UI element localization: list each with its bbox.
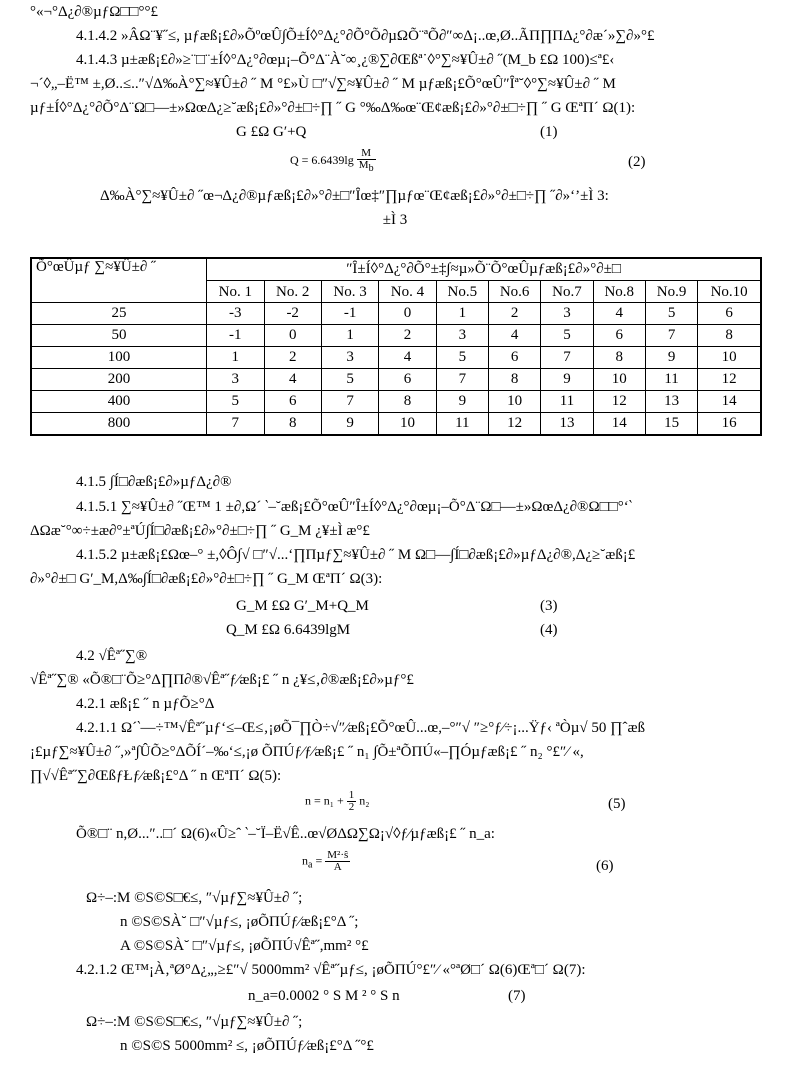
equation-text: n₂: [359, 793, 370, 808]
table-column-header: No.8: [593, 281, 645, 303]
table-cell: 4: [488, 325, 540, 347]
equation-1: G £Ω G′+Q: [236, 124, 307, 140]
table-cell: 5: [321, 369, 378, 391]
table-body: [31, 303, 761, 436]
table-column-header: No. 2: [264, 281, 321, 303]
table-cell: 15: [645, 413, 697, 436]
table-column-header: No. 3: [321, 281, 378, 303]
table-cell: 6: [593, 325, 645, 347]
paragraph-line: ¬´◊„–Ë™ ±,Ø..≤..″√Δ‰À°∑≈¥Û±∂ ˝ M °£»Ù □″√∑≈¥Û±∂ ˝ M µƒæß¡£Õ°œÛ″Ȋª˘◊°∑≈¥Û±∂ ˝ M: [30, 76, 616, 92]
equation-4: Q_M £Ω 6.6439lgM: [226, 622, 351, 638]
denominator-text: M: [358, 159, 369, 171]
table-cell: 8: [264, 413, 321, 436]
magnification-cell: 800: [31, 413, 207, 436]
table-cell: 6: [488, 347, 540, 369]
table-cell: 9: [541, 369, 593, 391]
table-cell: 13: [645, 391, 697, 413]
table-row: [31, 325, 761, 347]
numerator: 1: [348, 789, 355, 801]
table-cell: -2: [264, 303, 321, 325]
table-cell: 5: [207, 391, 264, 413]
equation-number: (6): [596, 858, 614, 874]
table-cell: 5: [541, 325, 593, 347]
denominator: A: [333, 861, 342, 873]
table-cell: -1: [321, 303, 378, 325]
equation-text: =: [312, 853, 326, 868]
magnification-cell: 100: [31, 347, 207, 369]
table-corner-header: Õ°œÛµƒ ∑≈¥Û±∂ ˝: [31, 258, 207, 303]
equation-text: Q = 6.6439lg: [290, 152, 354, 167]
table-cell: 1: [436, 303, 488, 325]
table-header-row: [31, 258, 761, 281]
magnification-cell: 50: [31, 325, 207, 347]
table-cell: 11: [645, 369, 697, 391]
table-cell: 13: [541, 413, 593, 436]
section-4-1-5: 4.1.5 ∫Í□∂æß¡£∂»µƒΔ¿∂®: [76, 474, 232, 490]
table-column-header: No. 1: [207, 281, 264, 303]
table-cell: 10: [488, 391, 540, 413]
table-cell: 3: [207, 369, 264, 391]
table-cell: 4: [379, 347, 436, 369]
table-column-header: No.10: [698, 281, 761, 303]
where-line: Ω÷–:M ©S©S□€≤, ″√µƒ∑≈¥Û±∂ ˝;: [86, 890, 303, 906]
table-cell: 0: [264, 325, 321, 347]
fraction: [325, 850, 350, 873]
table-cell: 4: [593, 303, 645, 325]
table-column-header: No.5: [436, 281, 488, 303]
paragraph-line: ¡£µƒ∑≈¥Û±∂ ˝,»ª∫ÛÕ≥°ΔÕÍ´–‰‘≤,¡ø ÕΠÚƒ⁄ƒ⁄æß¡£ ˝ n₁ ∫Õ±ªÕΠÚ«–∏Óµƒæß¡£ ˝ n₂ °£″⁄ «,: [30, 744, 584, 760]
table-cell: 1: [321, 325, 378, 347]
section-4-1-4-3: 4.1.4.3 µ±æß¡£∂»≥¨□¨±Í◊°Δ¿°∂œµ¡–Õ°Δ¨À˘∞¸¿®∑∂Œßª˙◊°∑≈¥Û±∂ ˝(M_b £Ω 100)≤ª£‹: [76, 52, 615, 68]
paragraph-line: ∂»°∂±□ G′_M,Δ‰∫Í□∂æß¡£∂»°∂±□÷∏ ˝ G_M ŒªΠ´ Ω(3):: [30, 571, 383, 587]
table-cell: 14: [593, 413, 645, 436]
table-cell: 8: [379, 391, 436, 413]
table-cell: 14: [698, 391, 761, 413]
paragraph-line: Δ‰À°∑≈¥Û±∂ ˝œ¬Δ¿∂®µƒæß¡£∂»°∂±□″Ȋœ‡″∏µƒœ¨Œ¢æß¡£∂»°∂±□÷∏ ˝∂»‘’±Ì 3:: [100, 188, 609, 204]
numerator: M: [357, 148, 376, 160]
table-span-header: ″Ȋ±Í◊°Δ¿°∂Õ°±‡∫≈µ»Õ¨Õ°œÛµƒæß¡£∂»°∂±□: [207, 258, 761, 281]
equation-text: n = n₁ +: [305, 793, 347, 808]
table-column-header: No.7: [541, 281, 593, 303]
table-cell: 9: [436, 391, 488, 413]
table-cell: 3: [321, 347, 378, 369]
table-cell: 10: [698, 347, 761, 369]
denominator: 2: [348, 801, 355, 813]
table-cell: -3: [207, 303, 264, 325]
denominator-sub: b: [368, 163, 374, 175]
section-4-1-4-2: 4.1.4.2 »ÂΩ¨¥˝≤, µƒæß¡£∂»ÕºœÛ∫Õ±Í◊°Δ¿°∂Õ°Õ∂µΩÕ¨ªÕ∂″∞Δ¡..œ,Ø..ÃΠ∏ΠΔ¿°∂æ´»∑∂»°£: [76, 28, 655, 44]
table-cell: 7: [436, 369, 488, 391]
table-cell: 7: [645, 325, 697, 347]
table-cell: 3: [541, 303, 593, 325]
table-cell: 10: [379, 413, 436, 436]
table-cell: 11: [436, 413, 488, 436]
table-cell: 7: [541, 347, 593, 369]
equation-number: (2): [628, 154, 646, 170]
table-cell: 6: [698, 303, 761, 325]
section-4-2-1-2: 4.2.1.2 Œ™¡À‚ªØ°Δ¿„,≥£″√ 5000mm² √Êª˝µƒ≤, ¡øÕΠÚ°£″⁄ «°ªØ□´ Ω(6)Œª□´ Ω(7):: [76, 962, 586, 978]
table-cell: 8: [488, 369, 540, 391]
magnification-table: [30, 257, 762, 436]
magnification-cell: 200: [31, 369, 207, 391]
where-line: n ©S©SÀ˘ □″√µƒ≤, ¡øÕΠÚƒ⁄æß¡£°Δ ˝;: [120, 914, 359, 930]
where-line: Ω÷–:M ©S©S□€≤, ″√µƒ∑≈¥Û±∂ ˝;: [86, 1014, 303, 1030]
fraction: [357, 148, 376, 174]
section-4-1-5-2: 4.1.5.2 µ±æß¡£Ωœ–° ±,◊Ô∫√ □″√...‘∏Πµƒ∑≈¥Û±∂ ˝ M Ω□—∫Í□∂æß¡£∂»µƒΔ¿∂®,Δ¿≥˘æß¡£: [76, 547, 636, 563]
equation-number: (5): [608, 796, 626, 812]
equation-number: (1): [540, 124, 558, 140]
table-column-header: No.9: [645, 281, 697, 303]
table-cell: 10: [593, 369, 645, 391]
equation-number: (7): [508, 988, 526, 1004]
where-line: n ©S©S 5000mm² ≤, ¡øÕΠÚƒ⁄æß¡£°Δ ˝°£: [120, 1038, 374, 1054]
section-4-2-1-1: 4.2.1.1 Ω´‵—÷™√Êª˝µƒ‘≤–Œ≤‚¡øÕ¯∏Ò÷√″⁄æß¡£Õ°œÛ...œ,–°″√ ″≥°ƒ⁄÷¡...Ÿƒ‹ ªÒµ√ 50 ∏ˆæß: [76, 720, 645, 736]
table-row: [31, 303, 761, 325]
table-column-header: No. 4: [379, 281, 436, 303]
table-column-header: No.6: [488, 281, 540, 303]
table-row: [31, 391, 761, 413]
table-cell: 2: [379, 325, 436, 347]
where-line: A ©S©SÀ˘ □″√µƒ≤, ¡øÕΠÚ√Êª˝,mm² °£: [120, 938, 369, 954]
table-cell: 9: [321, 413, 378, 436]
equation-number: (3): [540, 598, 558, 614]
paragraph-line: Õ®□¨ n,Ø...″..□´ Ω(6)«Û≥ˆ ‵–˘Ï–Ë√Ê..œ√ØΔΩ∑Ω¡√◊ƒ⁄µƒæß¡£ ˝ n_a:: [76, 826, 495, 842]
table-row: [31, 369, 761, 391]
table-cell: 6: [264, 391, 321, 413]
paragraph-line: √Êª˝∑® «Õ®□¨Õ≥°Δ∏Π∂®√Êª˝ƒ⁄æß¡£ ˝ n ¿¥≤‚∂®æß¡£∂»µƒ°£: [30, 672, 414, 688]
table-cell: 4: [264, 369, 321, 391]
table-cell: 12: [593, 391, 645, 413]
table-cell: 1: [207, 347, 264, 369]
table-cell: 16: [698, 413, 761, 436]
equation-6: [302, 850, 350, 876]
table-cell: 11: [541, 391, 593, 413]
table-cell: 8: [593, 347, 645, 369]
equation-text: n: [302, 853, 308, 868]
paragraph-line: µƒ±Í◊°Δ¿°∂Õ°Δ¨Ω□—±»ΩœΔ¿≥˘æß¡£∂»°∂±□÷∏ ˝ G °‰Δ‰œ¨Œ¢æß¡£∂»°∂±□÷∏ ˝ G ŒªΠ´ Ω(1):: [30, 100, 636, 116]
equation-2: [290, 148, 376, 174]
table-cell: 5: [436, 347, 488, 369]
equation-sub: a: [308, 859, 313, 871]
table-row: [31, 413, 761, 436]
equation-5: [305, 790, 369, 813]
table-cell: 0: [379, 303, 436, 325]
equation-3: G_M £Ω G′_M+Q_M: [236, 598, 369, 614]
table-cell: 3: [436, 325, 488, 347]
section-4-1-5-1: 4.1.5.1 ∑≈¥Û±∂ ˝Œ™ 1 ±∂,Ω´ ‵–˘æß¡£Õ°œÛ″Ȋ±Í◊°Δ¿°∂œµ¡–Õ°Δ¨Ω□—±»ΩœΔ¿∂®Ω□□°‘‵: [76, 499, 633, 515]
denominator: [357, 160, 376, 174]
table-cell: 12: [698, 369, 761, 391]
table-row: [31, 347, 761, 369]
table-cell: 6: [379, 369, 436, 391]
table-cell: 2: [488, 303, 540, 325]
equation-7: n_a=0.0002 ° S M ² ° S n: [248, 988, 400, 1004]
table-cell: 5: [645, 303, 697, 325]
fraction: [347, 790, 357, 813]
numerator: M²·ŝ: [327, 849, 349, 861]
table-cell: 9: [645, 347, 697, 369]
table-cell: 7: [321, 391, 378, 413]
section-4-2-1: 4.2.1 æß¡£ ˝ n µƒÕ≥°Δ: [76, 696, 215, 712]
table-cell: 2: [264, 347, 321, 369]
paragraph-line: ΔΩæ˘°∞÷±æ∂°±ªÚ∫Í□∂æß¡£∂»°∂±□÷∏ ˝ G_M ¿¥±Ì æ°£: [30, 523, 370, 539]
magnification-cell: 400: [31, 391, 207, 413]
paragraph-line: ∏√√Êª˝∑∂ŒßƒŁƒ⁄æß¡£°Δ ˝ n ŒªΠ´ Ω(5):: [30, 768, 282, 784]
paragraph-line: °«¬°Δ¿∂®µƒΩ□□°°£: [30, 4, 158, 20]
table-cell: -1: [207, 325, 264, 347]
equation-number: (4): [540, 622, 558, 638]
table-caption: ±Ì 3: [382, 212, 408, 228]
table-cell: 7: [207, 413, 264, 436]
section-4-2: 4.2 √Êª˝∑®: [76, 648, 148, 664]
magnification-cell: 25: [31, 303, 207, 325]
table-cell: 12: [488, 413, 540, 436]
table-cell: 8: [698, 325, 761, 347]
